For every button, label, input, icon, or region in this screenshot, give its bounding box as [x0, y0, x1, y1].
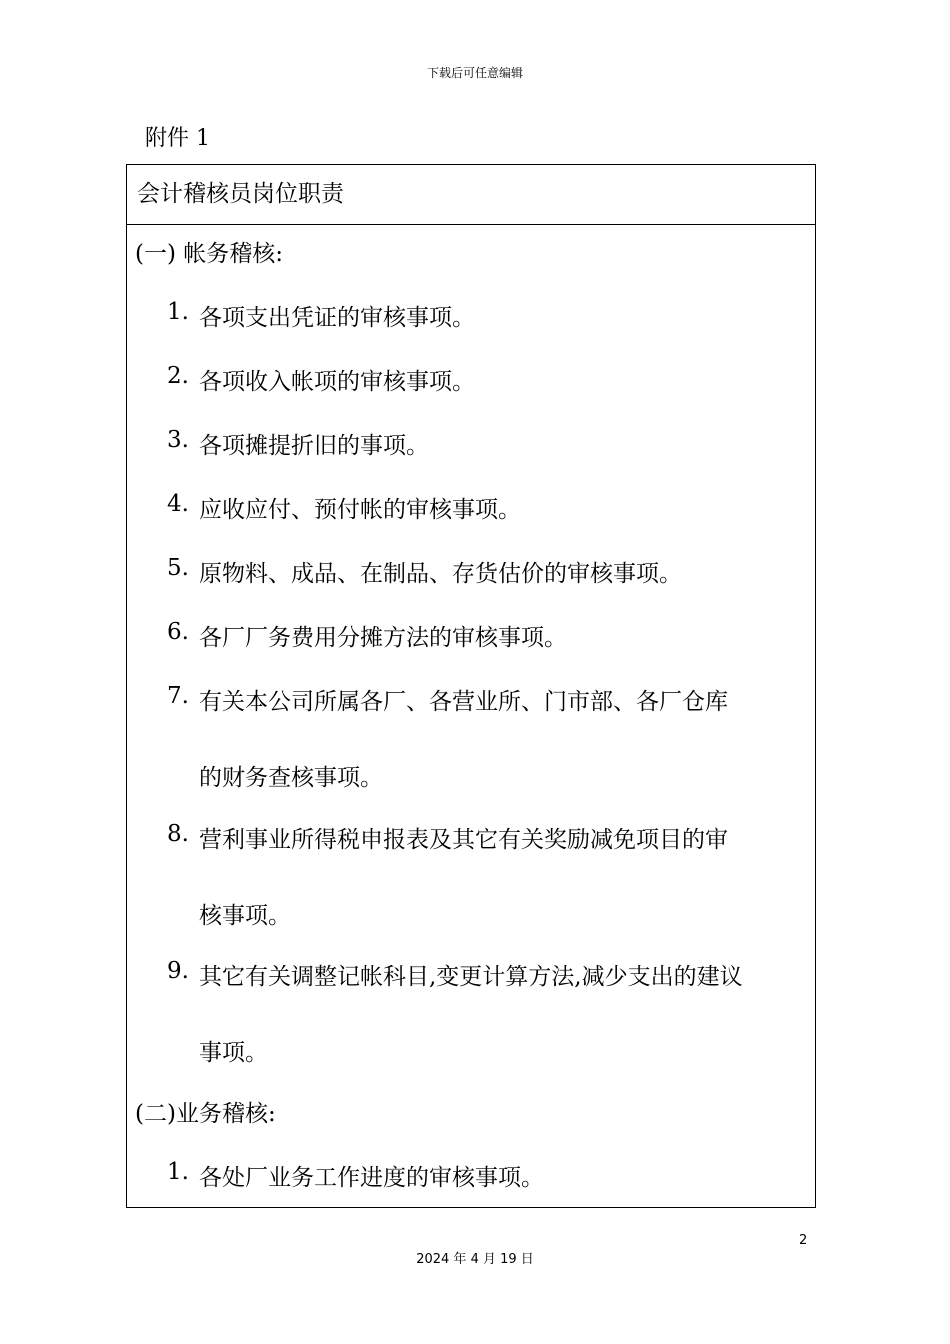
list-item: 营利事业所得税申报表及其它有关奖励减免项目的审	[199, 827, 728, 853]
list-item: 其它有关调整记帐科目,变更计算方法,减少支出的建议	[199, 964, 743, 990]
list-item: 有关本公司所属各厂、各营业所、门市部、各厂仓库	[199, 689, 728, 715]
item-number: 8.	[167, 821, 189, 847]
list-item-continuation: 事项。	[199, 1040, 268, 1066]
item-number: 1.	[167, 1159, 189, 1185]
table-title: 会计稽核员岗位职责	[127, 165, 815, 225]
item-number: 5.	[167, 555, 189, 581]
footer-date: 2024 年 4 月 19 日	[416, 1252, 534, 1267]
item-number: 6.	[167, 619, 189, 645]
list-item: 应收应付、预付帐的审核事项。	[199, 497, 521, 523]
page-number: 2	[799, 1233, 808, 1248]
list-item: 各项摊提折旧的事项。	[199, 433, 429, 459]
item-number: 7.	[167, 683, 189, 709]
item-number: 1.	[167, 299, 189, 325]
list-item: 各项收入帐项的审核事项。	[199, 369, 475, 395]
list-item: 各处厂业务工作进度的审核事项。	[199, 1165, 544, 1191]
section-title-accounting: (一) 帐务稽核:	[135, 241, 284, 267]
list-item-continuation: 的财务查核事项。	[199, 765, 383, 791]
page-header: 下载后可任意编辑	[426, 66, 523, 80]
list-item: 各项支出凭证的审核事项。	[199, 305, 475, 331]
item-number: 9.	[167, 958, 189, 984]
item-number: 2.	[167, 363, 189, 389]
item-number: 3.	[167, 427, 189, 453]
section-title-operations: (二)业务稽核:	[135, 1101, 276, 1127]
attachment-label: 附件 1	[145, 126, 210, 151]
list-item-continuation: 核事项。	[199, 903, 291, 929]
list-item: 原物料、成品、在制品、存货估价的审核事项。	[199, 561, 682, 587]
item-number: 4.	[167, 491, 189, 517]
duties-table	[126, 164, 816, 1208]
list-item: 各厂厂务费用分摊方法的审核事项。	[199, 625, 567, 651]
